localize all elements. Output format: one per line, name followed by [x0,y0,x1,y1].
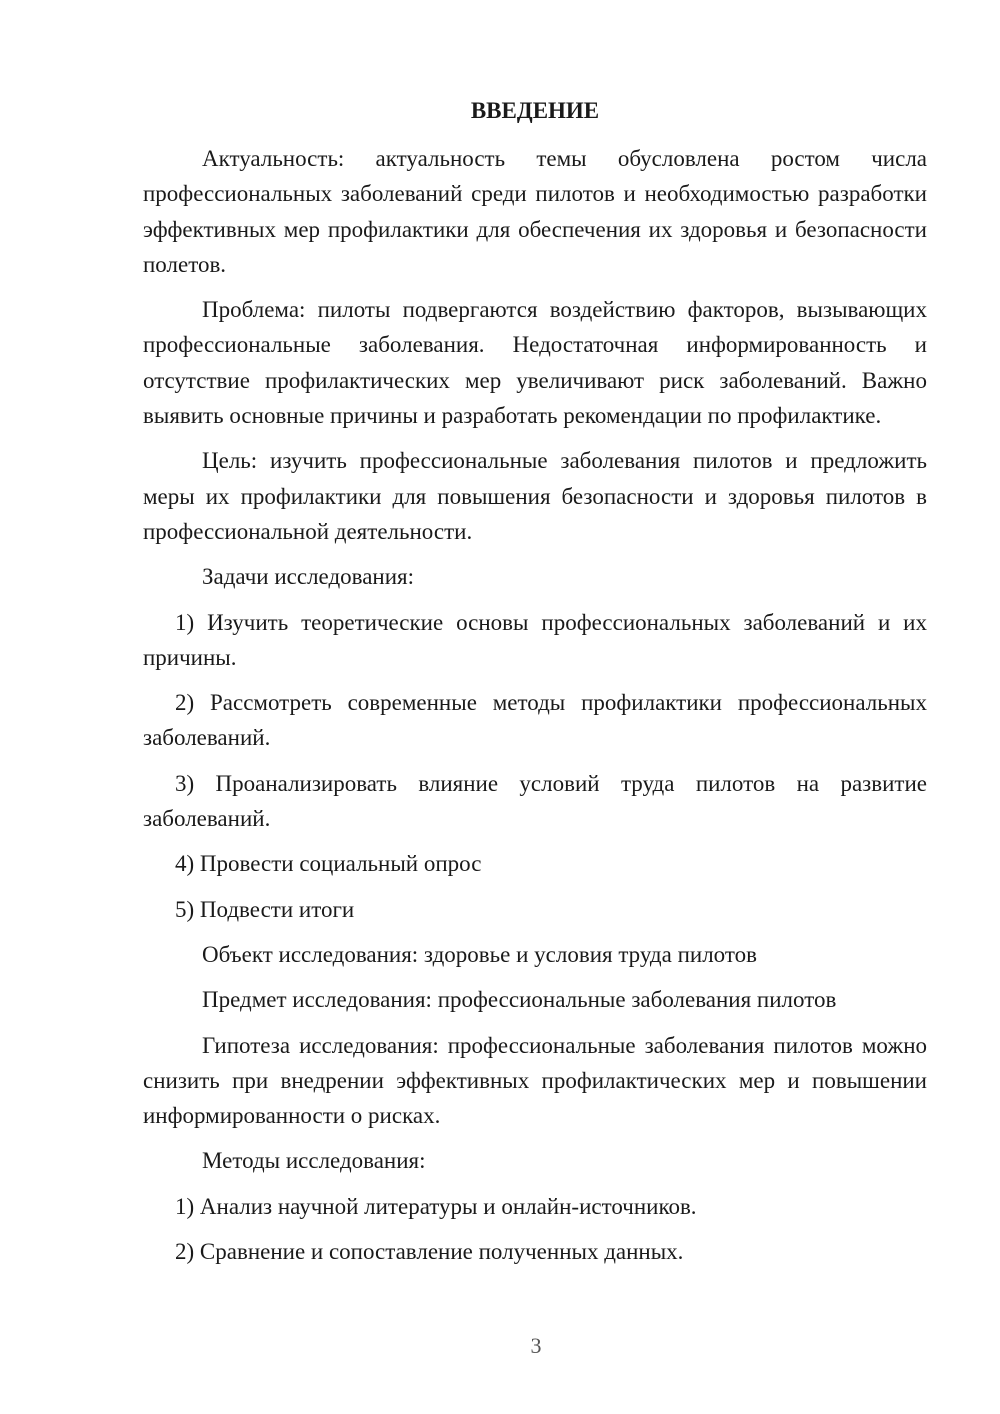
problem-paragraph: Проблема: пилоты подвергаются воздействию факторов, вызывающих профессиональные заболевания. Недостаточная информированность и отсутствие профилактических мер увеличивают риск заболеваний. Важно выявить основные причины и разработать рекомендации по профилактике. [143,297,927,429]
task-item: 4) Провести социальный опрос [175,851,482,877]
object-paragraph: Объект исследования: здоровье и условия труда пилотов [202,941,757,967]
methods-heading: Методы исследования: [202,1148,426,1174]
tasks-heading: Задачи исследования: [202,564,415,590]
method-item: 2) Сравнение и сопоставление полученных данных. [175,1239,684,1265]
task-item: 1) Изучить теоретические основы профессиональных заболеваний и их причины. [143,609,927,670]
method-item: 1) Анализ научной литературы и онлайн-источников. [175,1193,697,1219]
relevance-paragraph: Актуальность: актуальность темы обусловлена ростом числа профессиональных заболеваний среди пилотов и необходимостью разработки эффективных мер профилактики для обеспечения их здоровья и безопасности полетов. [143,146,927,277]
page-title: ВВЕДЕНИЕ [470,98,600,123]
hypothesis-paragraph: Гипотеза исследования: профессиональные заболевания пилотов можно снизить при внедрении эффективных профилактических мер и повышении информированности о рисках. [143,1032,927,1129]
goal-paragraph: Цель: изучить профессиональные заболевания пилотов и предложить меры их профилактики для повышения безопасности и здоровья пилотов в профессиональной деятельности. [143,448,927,544]
page-content [143,93,927,1279]
page-number: 3 [530,1333,542,1358]
task-item: 2) Рассмотреть современные методы профилактики профессиональных заболеваний. [143,690,927,751]
task-item: 3) Проанализировать влияние условий труда пилотов на развитие заболеваний. [143,770,927,832]
task-item: 5) Подвести итоги [175,896,355,922]
subject-paragraph: Предмет исследования: профессиональные заболевания пилотов [202,987,837,1013]
